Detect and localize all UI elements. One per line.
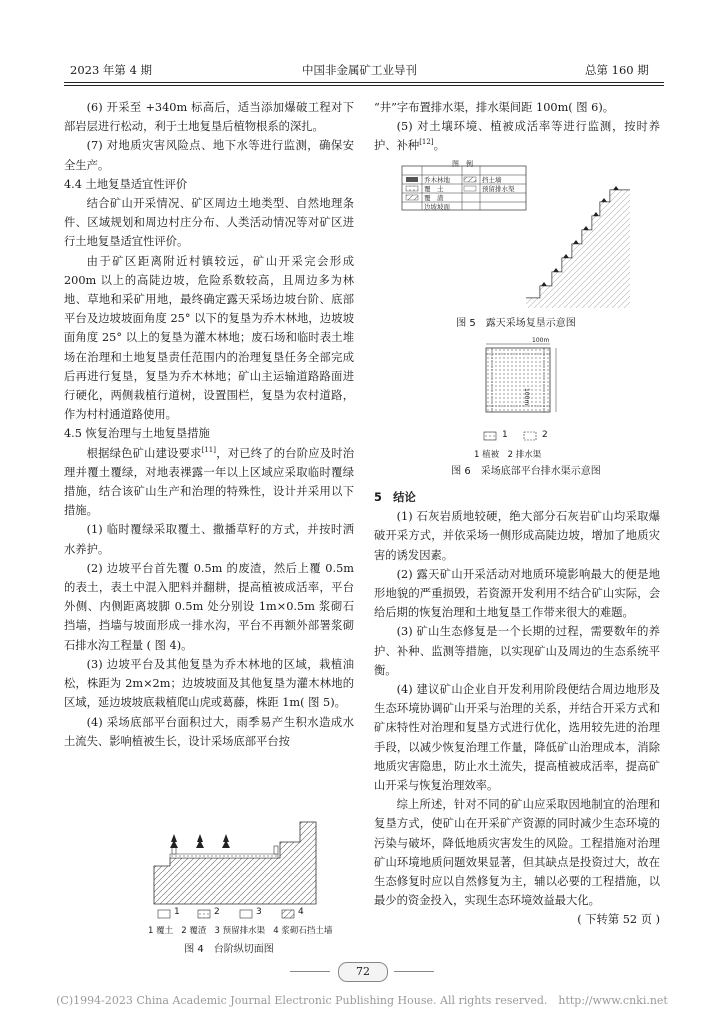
paragraph: (4) 建议矿山企业自开发利用阶段便结合周边地形及生态环境协调矿山开采与治理的关系，并结合开采方式和矿床特性对治理和复垦方式进行优化，选用较先进的治理手段，以减少恢复治理工作量，降低矿山治理成本，消除地质灾害隐患，防止水土流失，提高植被成活率，提高矿山开采与恢复治理效率。 xyxy=(374,683,660,793)
text-run: 。 xyxy=(433,139,445,153)
left-column xyxy=(64,98,354,751)
fig6-legend-swatches xyxy=(480,430,560,442)
paragraph: (7) 对地质灾害风险点、地下水等进行监测，确保安全生产。 xyxy=(64,139,354,172)
tree-icon xyxy=(170,834,230,848)
paragraph: (3) 矿山生态修复是一个长期的过程，需要数年的养护、补种、监测等措施，以实现矿山及周边的生态系统平衡。 xyxy=(374,625,660,677)
fig6-width-label: 100m xyxy=(532,337,550,344)
paragraph xyxy=(374,117,660,155)
page-number-line xyxy=(290,971,330,972)
paragraph xyxy=(64,444,354,521)
fig6-legend-num-1: 1 xyxy=(502,430,508,440)
paragraph: (2) 露天矿山开采活动对地质环境影响最大的便是地形地貌的严重损毁，若资源开发利用不结合矿山实际，会给后期的恢复治理和土地复垦工作带来很大的难题。 xyxy=(374,567,660,620)
paragraph: 综上所述，针对不同的矿山应采取因地制宜的治理和复垦方式，使矿山在开采矿产资源的同时减少生态环境的污染与破坏，降低地质灾害发生的风险。工程措施对治理矿山环境地质问题效果显著，但其缺点是投资过大，故在生态修复时应以自然修复为主，辅以必要的工程措施，以最少的资金投入，实现生态环境效益最大化。 xyxy=(374,798,660,908)
paragraph: “井”字布置排水渠，排水渠间距 100m( 图 6)。 xyxy=(374,101,615,114)
right-column-top xyxy=(374,98,660,156)
paragraph: (3) 边坡平台及其他复垦为乔木林地的区域，栽植油松，株距为 2m×2m；边坡坡面及其他复垦为灌木林地的区域，延边坡坡底栽植爬山虎或葛藤，株距 1m( 图 5)。 xyxy=(64,657,354,710)
paragraph: 由于矿区距离附近村镇较远，矿山开采完会形成 200m 以上的高陡边坡，危险系数较高，且周边多为林地、草地和采矿用地，最终确定露天采场边坡台阶、底部平台及边坡坡面角度 25° 以下的复垦为乔木林地，边坡坡面角度 25° 以上的复垦为灌木林地；废石场和临时表土堆场在治理和土地复垦责任范围内的治理复垦任务全部完成后再进行复垦，复垦为乔木林地；矿山主运输道路路面进行硬化，两侧栽植行道树，设置围栏，复垦为农村道路，作为村村通道路使用。 xyxy=(64,254,354,422)
paragraph: (4) 采场底部平台面积过大，雨季易产生积水造成水土流失、影响植被生长，设计采场底部平台按 xyxy=(64,715,354,748)
copyright-footer: (C)1994-2023 China Academic Journal Electronic Publishing House. All rights reserved. http://www.cnki.net xyxy=(56,994,668,1007)
fig5-legend-label: 预留排水渠 xyxy=(482,185,515,193)
fig4-legend-item: 3 预留排水渠 xyxy=(214,926,266,936)
text-run: (5) 对土壤环境、植被成活率等进行监测，按时养护、补种 xyxy=(374,120,660,153)
text-run: 根据绿色矿山建设要求 xyxy=(86,446,202,460)
continued-note: ( 下转第 52 页 ) xyxy=(577,913,660,927)
page-number-line xyxy=(394,971,434,972)
fig4-caption: 图 4 台阶纵切面图 xyxy=(184,944,274,955)
section-heading: 5 结论 xyxy=(374,491,416,504)
header-rule-thin xyxy=(64,85,664,86)
fig4-legend-item: 4 浆砌石挡土墙 xyxy=(273,926,333,936)
journal-title: 中国非金属矿工业导刊 xyxy=(302,63,417,77)
fig6-legend-num-2: 2 xyxy=(542,430,548,440)
fig4-legend-item: 1 覆土 xyxy=(148,926,174,936)
page-number: 72 xyxy=(338,962,388,982)
paragraph: (2) 边坡平台首先覆 0.5m 的废渣，然后上覆 0.5m 的表土，表土中混入肥料并翻耕，提高植被成活率，平台外侧、内侧距离坡脚 0.5m 处分别设 1m×0.5m 浆砌石挡墙，挡墙与坡面形成一排水沟，平台不再额外部署浆砌石排水沟工程量 ( 图 4)。 xyxy=(64,561,354,652)
fig4-legend-item: 2 覆渣 xyxy=(181,926,207,936)
fig6-legend-text: 1 植被 2 排水渠 xyxy=(474,450,542,460)
section-heading: 4.4 土地复垦适宜性评价 xyxy=(64,177,188,191)
text-run: ，对已终了的台阶应及时治理并覆土覆绿，对地表裸露一年以上区域应采取临时覆绿措施，结合该矿山生产和治理的特殊性，设计并采用以下措施。 xyxy=(64,446,354,518)
citation[interactable]: [11] xyxy=(201,445,216,454)
fig5-legend-title: 图 例 xyxy=(452,160,473,168)
issue-label: 2023 年第 4 期 xyxy=(70,63,153,77)
fig5-legend-label: 覆 渣 xyxy=(424,194,444,202)
fig5-legend-label: 挡土墙 xyxy=(482,176,502,184)
fig5-legend-label: 边坡坡面 xyxy=(424,203,450,211)
right-column-conclusions xyxy=(374,488,660,930)
fig6-height-label: 100m xyxy=(523,388,530,406)
total-issue-label: 总第 160 期 xyxy=(585,63,649,77)
fig5-legend-label: 覆 土 xyxy=(424,185,444,193)
section-heading: 4.5 恢复治理与土地复垦措施 xyxy=(64,427,210,441)
paragraph: 结合矿山开采情况、矿区周边土地类型、自然地理条件、区域规划和周边村庄分布、人类活动情况等对矿区进行土地复垦适宜性评价。 xyxy=(64,197,354,249)
citation[interactable]: [12] xyxy=(419,138,434,147)
fig4-legend-num-1: 1 xyxy=(174,907,180,917)
fig4-legend-num-3: 3 xyxy=(256,907,262,917)
fig6-caption: 图 6 采场底部平台排水渠示意图 xyxy=(451,466,601,477)
fig6-drainage-grid xyxy=(478,340,574,422)
fig4-legend-num-4: 4 xyxy=(298,907,304,917)
header-rule xyxy=(64,82,664,83)
fig4-terrace-section xyxy=(150,818,320,906)
fig5-legend-label: 乔木林地 xyxy=(424,176,450,184)
fig4-legend-num-2: 2 xyxy=(214,907,220,917)
paragraph: (1) 石灰岩质地较硬，绝大部分石灰岩矿山均采取爆破开采方式，并依采场一侧形成高陡边坡，增加了地质灾害的诱发因素。 xyxy=(374,510,660,562)
fig5-caption: 图 5 露天采场复垦示意图 xyxy=(456,318,576,329)
paragraph: (6) 开采至 +340m 标高后，适当添加爆破工程对下部岩层进行松动，利于土地复垦后植物根系的深扎。 xyxy=(64,101,354,134)
paragraph: (1) 临时覆绿采取覆土、撒播草籽的方式，并按时洒水养护。 xyxy=(64,523,354,556)
